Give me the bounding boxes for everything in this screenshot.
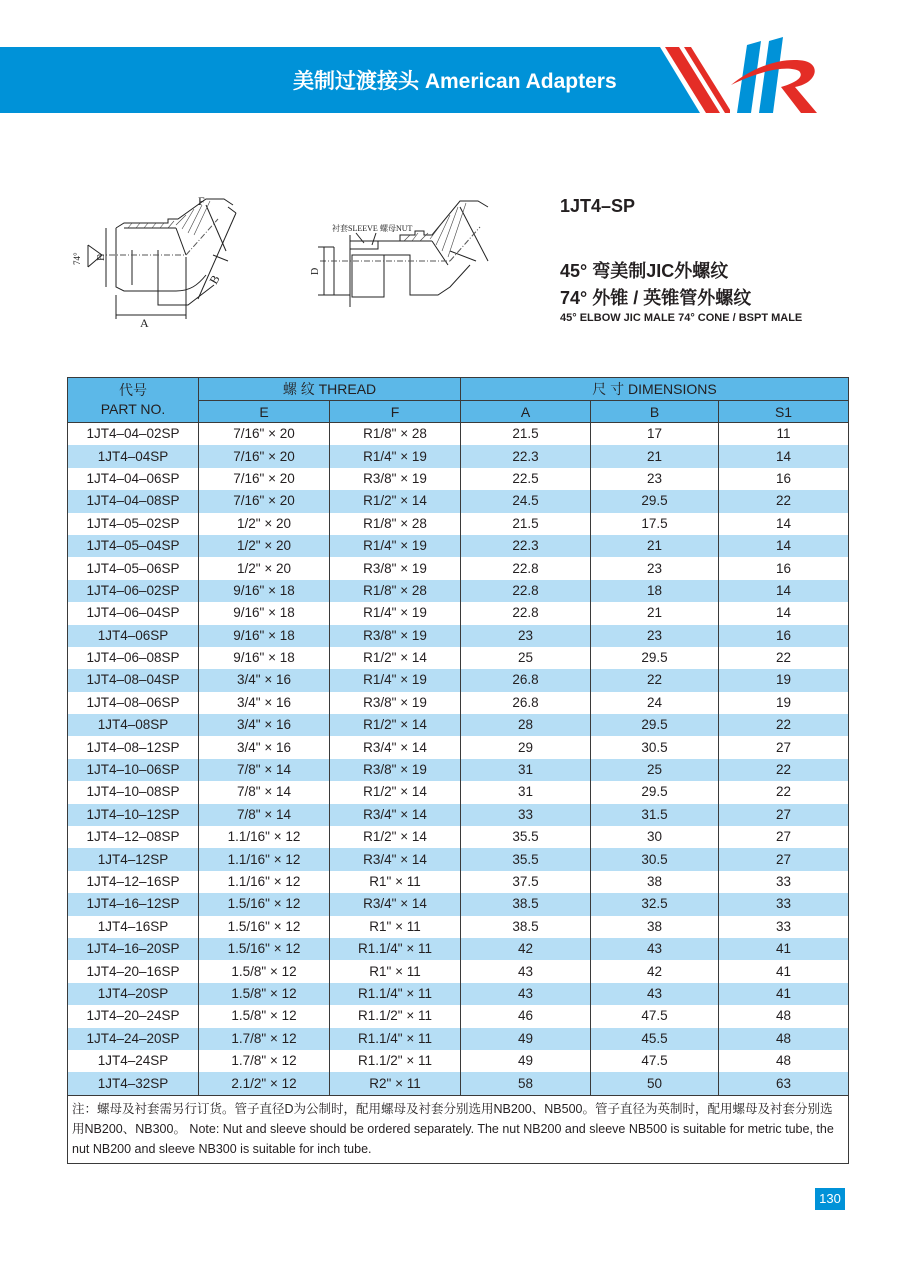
cell-part: 1JT4–04–08SP xyxy=(68,490,199,512)
dimension-label-a: A xyxy=(140,316,149,330)
product-title-cn-line1: 45° 弯美制JIC外螺纹 xyxy=(560,261,729,281)
cell-part: 1JT4–08–04SP xyxy=(68,669,199,691)
cell-a: 35.5 xyxy=(461,848,591,870)
cell-b: 45.5 xyxy=(591,1028,719,1050)
cell-part: 1JT4–12–08SP xyxy=(68,826,199,848)
banner-accent-stripes xyxy=(660,47,720,113)
cell-a: 46 xyxy=(461,1005,591,1027)
cell-f: R1" × 11 xyxy=(330,916,461,938)
cell-a: 49 xyxy=(461,1028,591,1050)
cell-part: 1JT4–32SP xyxy=(68,1072,199,1095)
cell-b: 21 xyxy=(591,535,719,557)
cell-part: 1JT4–10–08SP xyxy=(68,781,199,803)
cell-s1: 48 xyxy=(719,1050,849,1072)
cell-f: R3/4" × 14 xyxy=(330,893,461,915)
cell-a: 21.5 xyxy=(461,423,591,446)
table-note: 注：螺母及衬套需另行订货。管子直径D为公制时，配用螺母及衬套分别选用NB200、NB500。管子直径为英制时，配用螺母及衬套分别选用NB200、NB300。 Note: Nut and sleeve should be ordered separately. The nut NB200 and sleeve NB500 is suitable for metric tube, the nut NB200 and sleeve NB300 is suitable for inch tube. xyxy=(68,1095,849,1163)
dimension-label-f: F xyxy=(198,195,205,208)
table-row xyxy=(68,960,849,982)
cell-e: 9/16" × 18 xyxy=(199,647,330,669)
cell-b: 22 xyxy=(591,669,719,691)
cell-a: 33 xyxy=(461,804,591,826)
cell-e: 1.1/16" × 12 xyxy=(199,848,330,870)
dimension-label-d: D xyxy=(310,267,321,275)
cell-b: 47.5 xyxy=(591,1050,719,1072)
cell-b: 24 xyxy=(591,692,719,714)
cell-s1: 48 xyxy=(719,1028,849,1050)
cell-e: 1/2" × 20 xyxy=(199,513,330,535)
cell-part: 1JT4–24SP xyxy=(68,1050,199,1072)
table-row xyxy=(68,848,849,870)
cell-a: 31 xyxy=(461,781,591,803)
cell-s1: 22 xyxy=(719,759,849,781)
cell-a: 58 xyxy=(461,1072,591,1095)
banner-title: 美制过渡接头 American Adapters xyxy=(293,70,617,93)
cell-e: 2.1/2" × 12 xyxy=(199,1072,330,1095)
cell-part: 1JT4–12–16SP xyxy=(68,871,199,893)
cell-f: R3/8" × 19 xyxy=(330,692,461,714)
cell-e: 3/4" × 16 xyxy=(199,692,330,714)
cell-s1: 19 xyxy=(719,669,849,691)
cell-b: 21 xyxy=(591,445,719,467)
cell-s1: 14 xyxy=(719,445,849,467)
cell-b: 32.5 xyxy=(591,893,719,915)
table-row xyxy=(68,468,849,490)
cell-a: 21.5 xyxy=(461,513,591,535)
cell-a: 22.8 xyxy=(461,602,591,624)
cell-e: 1.5/8" × 12 xyxy=(199,960,330,982)
cell-s1: 27 xyxy=(719,826,849,848)
cell-part: 1JT4–04–06SP xyxy=(68,468,199,490)
cell-part: 1JT4–08SP xyxy=(68,714,199,736)
cell-f: R3/8" × 19 xyxy=(330,557,461,579)
col-header-b: B xyxy=(591,401,719,423)
cell-part: 1JT4–06–04SP xyxy=(68,602,199,624)
cell-part: 1JT4–10–06SP xyxy=(68,759,199,781)
cell-s1: 33 xyxy=(719,916,849,938)
cell-b: 38 xyxy=(591,916,719,938)
cell-part: 1JT4–06–08SP xyxy=(68,647,199,669)
cell-f: R1/8" × 28 xyxy=(330,513,461,535)
cell-a: 22.8 xyxy=(461,580,591,602)
cell-e: 1.5/16" × 12 xyxy=(199,893,330,915)
cell-s1: 16 xyxy=(719,468,849,490)
table-row xyxy=(68,1050,849,1072)
cell-b: 23 xyxy=(591,468,719,490)
dimension-label-e: E xyxy=(95,254,107,261)
cell-b: 31.5 xyxy=(591,804,719,826)
cell-s1: 16 xyxy=(719,557,849,579)
cell-a: 23 xyxy=(461,625,591,647)
cell-a: 22.5 xyxy=(461,468,591,490)
product-title-cn-line2: 74° 外锥 / 英锥管外螺纹 xyxy=(560,288,752,308)
cell-e: 9/16" × 18 xyxy=(199,625,330,647)
cell-e: 1.5/16" × 12 xyxy=(199,916,330,938)
cell-part: 1JT4–08–06SP xyxy=(68,692,199,714)
cell-e: 1.7/8" × 12 xyxy=(199,1028,330,1050)
cell-b: 29.5 xyxy=(591,714,719,736)
table-row xyxy=(68,804,849,826)
table-row xyxy=(68,490,849,512)
cell-a: 22.8 xyxy=(461,557,591,579)
table-row xyxy=(68,938,849,960)
col-group-dimensions: 尺 寸 DIMENSIONS xyxy=(461,378,849,401)
cell-b: 29.5 xyxy=(591,781,719,803)
cell-s1: 48 xyxy=(719,1005,849,1027)
cell-s1: 41 xyxy=(719,983,849,1005)
product-code: 1JT4–SP xyxy=(560,196,636,216)
cell-a: 37.5 xyxy=(461,871,591,893)
cell-e: 7/16" × 20 xyxy=(199,423,330,446)
cell-f: R3/8" × 19 xyxy=(330,468,461,490)
page-number: 130 xyxy=(815,1188,845,1210)
cell-s1: 16 xyxy=(719,625,849,647)
cell-f: R1.1/4" × 11 xyxy=(330,938,461,960)
cell-part: 1JT4–06SP xyxy=(68,625,199,647)
cell-a: 29 xyxy=(461,736,591,758)
table-row xyxy=(68,736,849,758)
cell-a: 26.8 xyxy=(461,669,591,691)
table-row xyxy=(68,580,849,602)
cell-b: 29.5 xyxy=(591,647,719,669)
cell-f: R1/8" × 28 xyxy=(330,580,461,602)
product-title-en: 45° ELBOW JIC MALE 74° CONE / BSPT MALE xyxy=(560,312,803,324)
table-row xyxy=(68,759,849,781)
cell-s1: 11 xyxy=(719,423,849,446)
col-header-e: E xyxy=(199,401,330,423)
table-row xyxy=(68,669,849,691)
cell-a: 26.8 xyxy=(461,692,591,714)
cell-s1: 22 xyxy=(719,781,849,803)
cell-s1: 14 xyxy=(719,513,849,535)
header-banner xyxy=(0,47,922,114)
cell-part: 1JT4–20–16SP xyxy=(68,960,199,982)
cell-e: 7/16" × 20 xyxy=(199,445,330,467)
table-row xyxy=(68,625,849,647)
cell-s1: 41 xyxy=(719,960,849,982)
cell-f: R3/4" × 14 xyxy=(330,804,461,826)
cell-e: 1/2" × 20 xyxy=(199,557,330,579)
cell-b: 23 xyxy=(591,557,719,579)
cell-part: 1JT4–05–02SP xyxy=(68,513,199,535)
table-row xyxy=(68,513,849,535)
cell-part: 1JT4–06–02SP xyxy=(68,580,199,602)
cell-part: 1JT4–24–20SP xyxy=(68,1028,199,1050)
cell-e: 7/8" × 14 xyxy=(199,804,330,826)
cell-part: 1JT4–10–12SP xyxy=(68,804,199,826)
table-row xyxy=(68,602,849,624)
cell-s1: 27 xyxy=(719,804,849,826)
table-row xyxy=(68,557,849,579)
cell-part: 1JT4–04SP xyxy=(68,445,199,467)
cell-part: 1JT4–20–24SP xyxy=(68,1005,199,1027)
table-row xyxy=(68,916,849,938)
cell-s1: 22 xyxy=(719,647,849,669)
fitting-drawing-dimensions xyxy=(58,195,238,330)
cell-b: 43 xyxy=(591,938,719,960)
cell-f: R3/4" × 14 xyxy=(330,736,461,758)
part-no-en-label: PART NO. xyxy=(100,401,166,417)
col-header-part-no xyxy=(68,378,199,423)
cell-f: R1.1/4" × 11 xyxy=(330,983,461,1005)
cell-part: 1JT4–05–04SP xyxy=(68,535,199,557)
cell-e: 7/16" × 20 xyxy=(199,468,330,490)
cell-s1: 14 xyxy=(719,580,849,602)
cell-f: R1/2" × 14 xyxy=(330,826,461,848)
cell-part: 1JT4–05–06SP xyxy=(68,557,199,579)
cell-f: R1/4" × 19 xyxy=(330,535,461,557)
cell-e: 1.5/16" × 12 xyxy=(199,938,330,960)
cell-e: 1.5/8" × 12 xyxy=(199,1005,330,1027)
cell-b: 50 xyxy=(591,1072,719,1095)
dimension-label-b: B xyxy=(206,272,223,287)
cell-f: R1/8" × 28 xyxy=(330,423,461,446)
cell-e: 7/16" × 20 xyxy=(199,490,330,512)
cell-part: 1JT4–20SP xyxy=(68,983,199,1005)
cell-f: R3/8" × 19 xyxy=(330,759,461,781)
hr-logo xyxy=(725,25,825,117)
cell-part: 1JT4–08–12SP xyxy=(68,736,199,758)
cell-f: R1/2" × 14 xyxy=(330,647,461,669)
table-row xyxy=(68,983,849,1005)
cell-f: R1/4" × 19 xyxy=(330,445,461,467)
cell-a: 43 xyxy=(461,983,591,1005)
spec-table xyxy=(67,377,849,1164)
cell-a: 31 xyxy=(461,759,591,781)
table-row xyxy=(68,647,849,669)
cell-b: 30.5 xyxy=(591,848,719,870)
nut-label: 螺母NUT xyxy=(380,224,413,233)
cell-f: R1/2" × 14 xyxy=(330,714,461,736)
table-row xyxy=(68,714,849,736)
cell-f: R1" × 11 xyxy=(330,960,461,982)
table-row xyxy=(68,781,849,803)
cell-part: 1JT4–04–02SP xyxy=(68,423,199,446)
cell-f: R1/2" × 14 xyxy=(330,490,461,512)
col-header-a: A xyxy=(461,401,591,423)
table-row xyxy=(68,1028,849,1050)
cell-f: R1/4" × 19 xyxy=(330,669,461,691)
cell-part: 1JT4–16–12SP xyxy=(68,893,199,915)
cell-part: 1JT4–12SP xyxy=(68,848,199,870)
table-row xyxy=(68,871,849,893)
cell-s1: 14 xyxy=(719,535,849,557)
cell-a: 49 xyxy=(461,1050,591,1072)
cell-e: 3/4" × 16 xyxy=(199,714,330,736)
cell-s1: 27 xyxy=(719,736,849,758)
cell-a: 42 xyxy=(461,938,591,960)
cell-f: R1.1/4" × 11 xyxy=(330,1028,461,1050)
cell-s1: 33 xyxy=(719,893,849,915)
table-row xyxy=(68,826,849,848)
cell-e: 9/16" × 18 xyxy=(199,602,330,624)
table-row xyxy=(68,893,849,915)
cell-e: 3/4" × 16 xyxy=(199,736,330,758)
cell-a: 24.5 xyxy=(461,490,591,512)
cell-e: 1.7/8" × 12 xyxy=(199,1050,330,1072)
cell-b: 42 xyxy=(591,960,719,982)
cell-f: R3/8" × 19 xyxy=(330,625,461,647)
cell-s1: 19 xyxy=(719,692,849,714)
col-group-thread: 螺 纹 THREAD xyxy=(199,378,461,401)
cell-s1: 41 xyxy=(719,938,849,960)
cell-b: 43 xyxy=(591,983,719,1005)
cone-angle-label: 74° xyxy=(72,252,82,265)
table-body xyxy=(68,423,849,1096)
cell-b: 29.5 xyxy=(591,490,719,512)
cell-s1: 14 xyxy=(719,602,849,624)
cell-f: R1" × 11 xyxy=(330,871,461,893)
cell-e: 1.1/16" × 12 xyxy=(199,826,330,848)
cell-b: 30.5 xyxy=(591,736,719,758)
fitting-drawing-assembly xyxy=(300,195,520,330)
cell-e: 3/4" × 16 xyxy=(199,669,330,691)
cell-s1: 22 xyxy=(719,714,849,736)
cell-f: R3/4" × 14 xyxy=(330,848,461,870)
cell-b: 25 xyxy=(591,759,719,781)
cell-s1: 27 xyxy=(719,848,849,870)
cell-f: R1.1/2" × 11 xyxy=(330,1050,461,1072)
cell-a: 28 xyxy=(461,714,591,736)
col-header-s1: S1 xyxy=(719,401,849,423)
cell-b: 18 xyxy=(591,580,719,602)
cell-a: 22.3 xyxy=(461,445,591,467)
cell-b: 47.5 xyxy=(591,1005,719,1027)
cell-a: 22.3 xyxy=(461,535,591,557)
cell-a: 38.5 xyxy=(461,916,591,938)
cell-a: 35.5 xyxy=(461,826,591,848)
col-header-f: F xyxy=(330,401,461,423)
table-row xyxy=(68,1072,849,1095)
cell-a: 38.5 xyxy=(461,893,591,915)
cell-f: R1/4" × 19 xyxy=(330,602,461,624)
cell-e: 7/8" × 14 xyxy=(199,781,330,803)
table-row xyxy=(68,445,849,467)
cell-part: 1JT4–16SP xyxy=(68,916,199,938)
cell-e: 1/2" × 20 xyxy=(199,535,330,557)
cell-e: 1.1/16" × 12 xyxy=(199,871,330,893)
sleeve-label: 衬套SLEEVE xyxy=(332,224,378,233)
cell-s1: 63 xyxy=(719,1072,849,1095)
cell-a: 43 xyxy=(461,960,591,982)
cell-b: 38 xyxy=(591,871,719,893)
cell-b: 17.5 xyxy=(591,513,719,535)
cell-f: R2" × 11 xyxy=(330,1072,461,1095)
cell-s1: 22 xyxy=(719,490,849,512)
table-row xyxy=(68,535,849,557)
cell-f: R1.1/2" × 11 xyxy=(330,1005,461,1027)
cell-s1: 33 xyxy=(719,871,849,893)
cell-b: 30 xyxy=(591,826,719,848)
table-row xyxy=(68,423,849,446)
cell-e: 9/16" × 18 xyxy=(199,580,330,602)
table-row xyxy=(68,1005,849,1027)
cell-part: 1JT4–16–20SP xyxy=(68,938,199,960)
cell-e: 1.5/8" × 12 xyxy=(199,983,330,1005)
table-row xyxy=(68,692,849,714)
cell-a: 25 xyxy=(461,647,591,669)
part-no-cn-label: 代号 xyxy=(119,382,147,398)
cell-b: 21 xyxy=(591,602,719,624)
cell-e: 7/8" × 14 xyxy=(199,759,330,781)
cell-b: 17 xyxy=(591,423,719,446)
cell-b: 23 xyxy=(591,625,719,647)
cell-f: R1/2" × 14 xyxy=(330,781,461,803)
